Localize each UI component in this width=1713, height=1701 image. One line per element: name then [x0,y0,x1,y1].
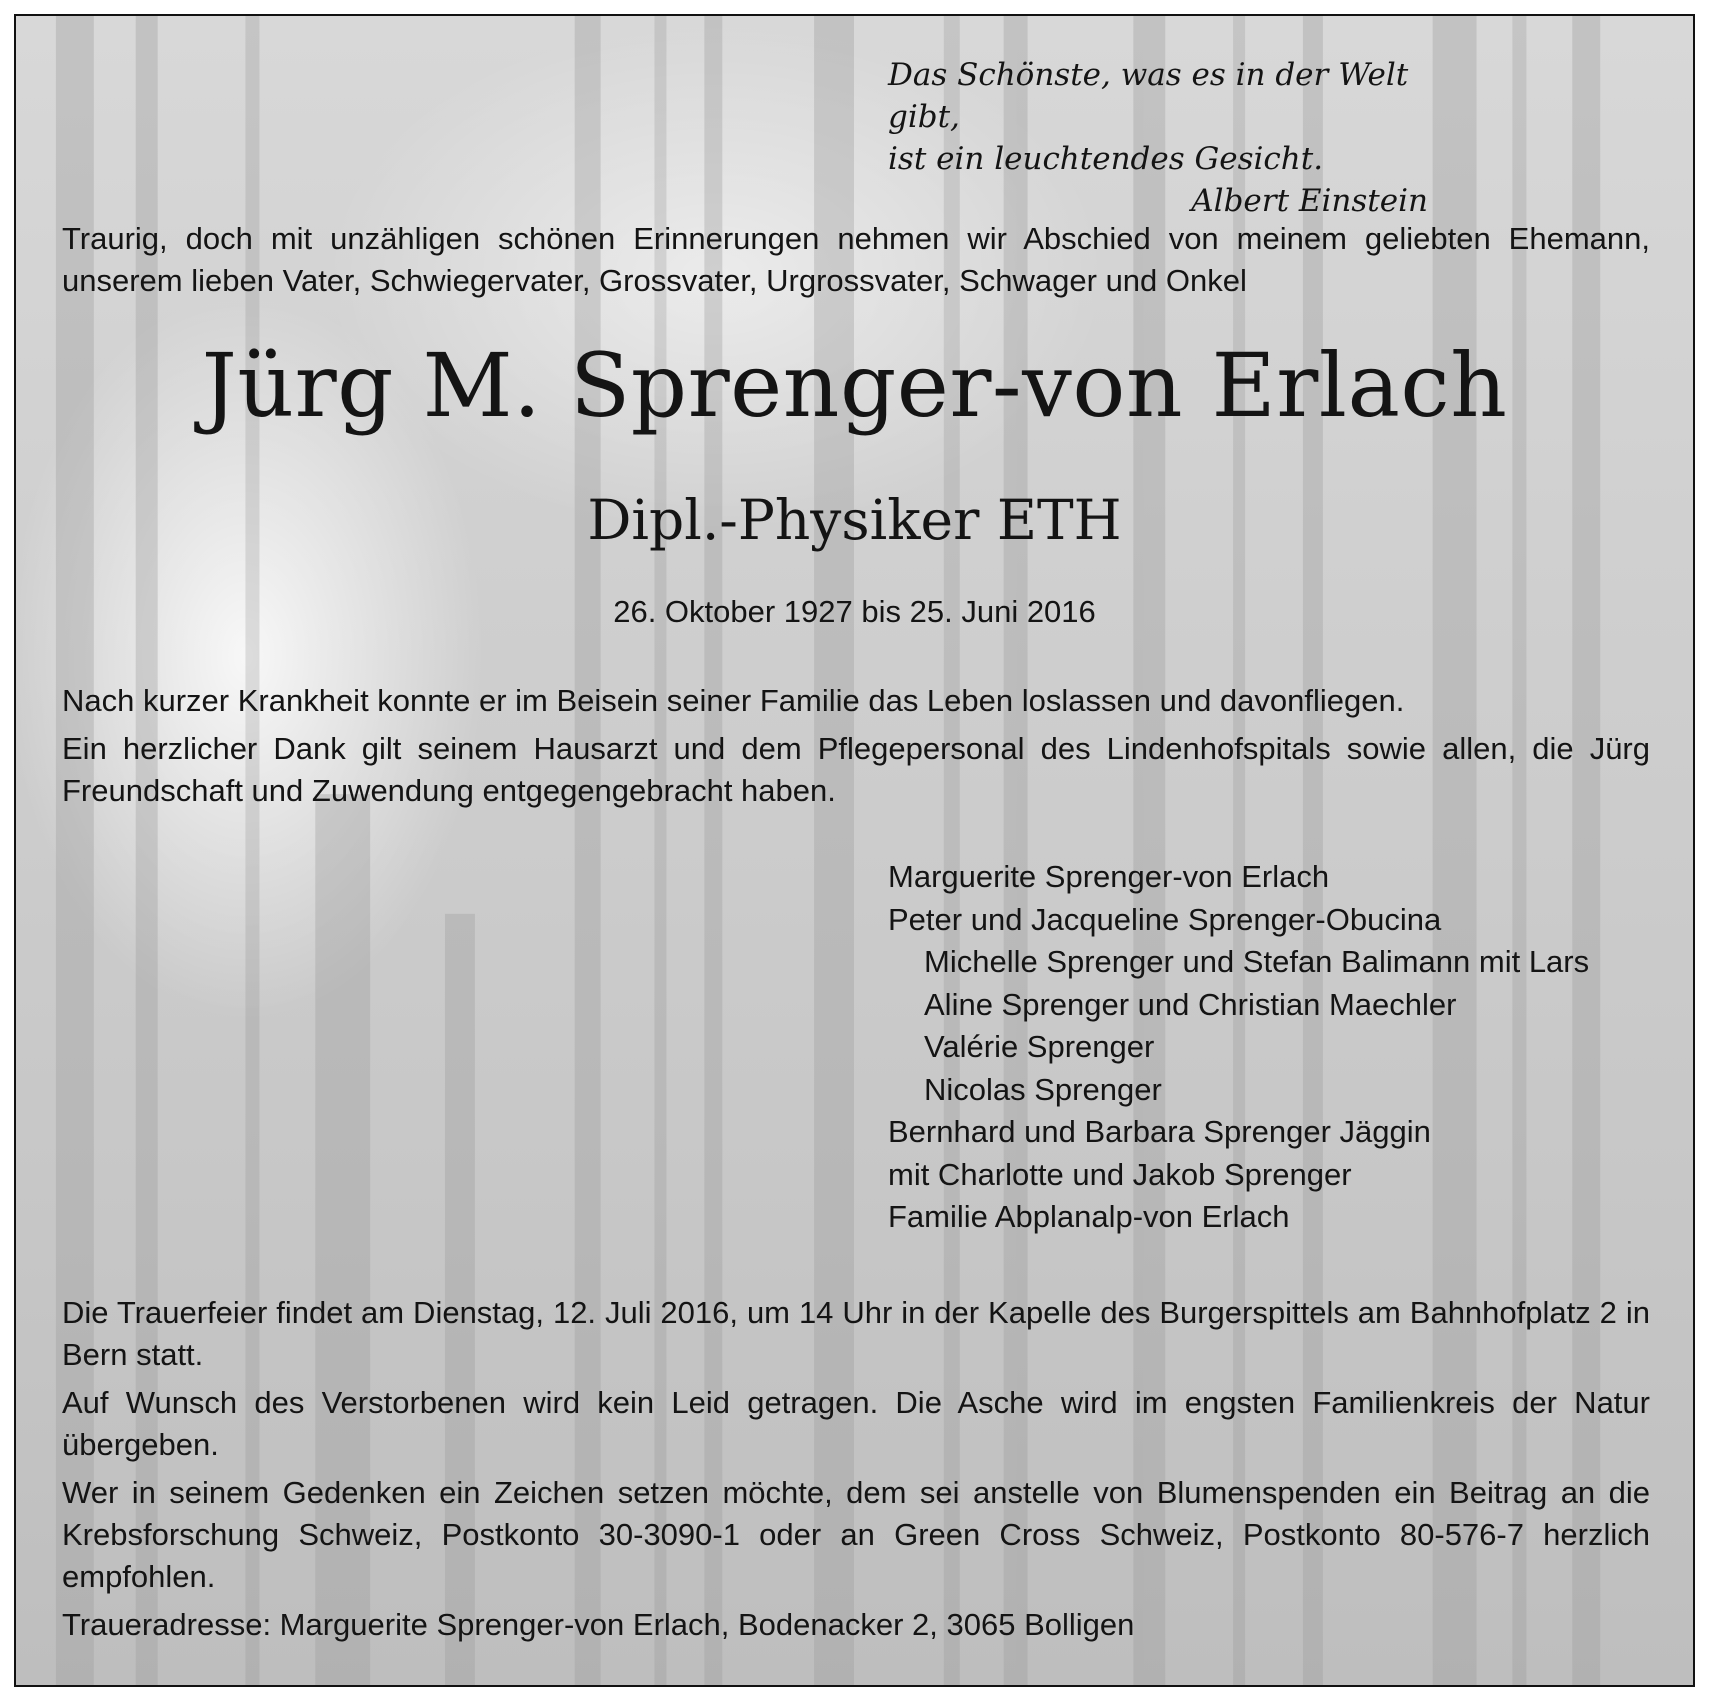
paragraph-donations: Wer in seinem Gedenken ein Zeichen setzen möchte, dem sei anstelle von Blumenspenden ein Beitrag an die Krebsforschung Schweiz, Postkonto 30-3090-1 oder an Green Cross Schweiz, Postkonto 80-576-7 herzlich empfohlen. [62,1475,1650,1594]
mourner-line: Michelle Sprenger und Stefan Balimann mit Lars [924,944,1590,979]
obituary-notice [14,14,1695,1687]
mourners-list [888,856,1668,1239]
mourner-line: Bernhard und Barbara Sprenger Jäggin [888,1114,1431,1149]
service-details [62,1292,1650,1646]
paragraph-illness: Nach kurzer Krankheit konnte er im Beisein seiner Familie das Leben loslassen und davonfliegen. [62,683,1405,718]
mourner-line: Aline Sprenger und Christian Maechler [924,986,1457,1022]
quote-line-2: ist ein leuchtendes Gesicht. [888,141,1324,177]
paragraph-address: Traueradresse: Marguerite Sprenger-von Erlach, Bodenacker 2, 3065 Bolligen [62,1607,1135,1642]
paragraph-funeral: Die Trauerfeier findet am Dienstag, 12. Juli 2016, um 14 Uhr in der Kapelle des Burgerspittels am Bahnhofplatz 2 in Bern statt. [62,1295,1650,1372]
deceased-title: Dipl.-Physiker ETH [587,488,1122,552]
intro-text: Traurig, doch mit unzähligen schönen Erinnerungen nehmen wir Abschied von meinem geliebten Ehemann, unserem lieben Vater, Schwiegervater, Grossvater, Urgrossvater, Schwager und Onkel [62,221,1650,298]
quote-line-1: Das Schönste, was es in der Welt gibt, [888,57,1409,135]
deceased-name: Jürg M. Sprenger-von Erlach [201,334,1508,437]
intro-paragraph [62,218,1650,302]
paragraph-thanks: Ein herzlicher Dank gilt seinem Hausarzt und dem Pflegepersonal des Lindenhofspitals sowie allen, die Jürg Freundschaft und Zuwendung entgegengebracht haben. [62,731,1650,808]
quote-author: Albert Einstein [1191,183,1428,219]
mourner-line: Peter und Jacqueline Sprenger-Obucina [888,901,1442,937]
mourner-line: Marguerite Sprenger-von Erlach [888,859,1330,894]
paragraph-ashes: Auf Wunsch des Verstorbenen wird kein Leid getragen. Die Asche wird im engsten Familienkreis der Natur übergeben. [62,1385,1650,1462]
life-dates: 26. Oktober 1927 bis 25. Juni 2016 [613,594,1096,629]
mourner-line: Valérie Sprenger [924,1029,1155,1064]
epigraph-quote [888,54,1428,222]
mourner-line: Familie Abplanalp-von Erlach [888,1199,1290,1234]
mourner-line: Nicolas Sprenger [924,1071,1162,1107]
gratitude-section [62,680,1650,812]
mourner-line: mit Charlotte und Jakob Sprenger [888,1156,1352,1192]
